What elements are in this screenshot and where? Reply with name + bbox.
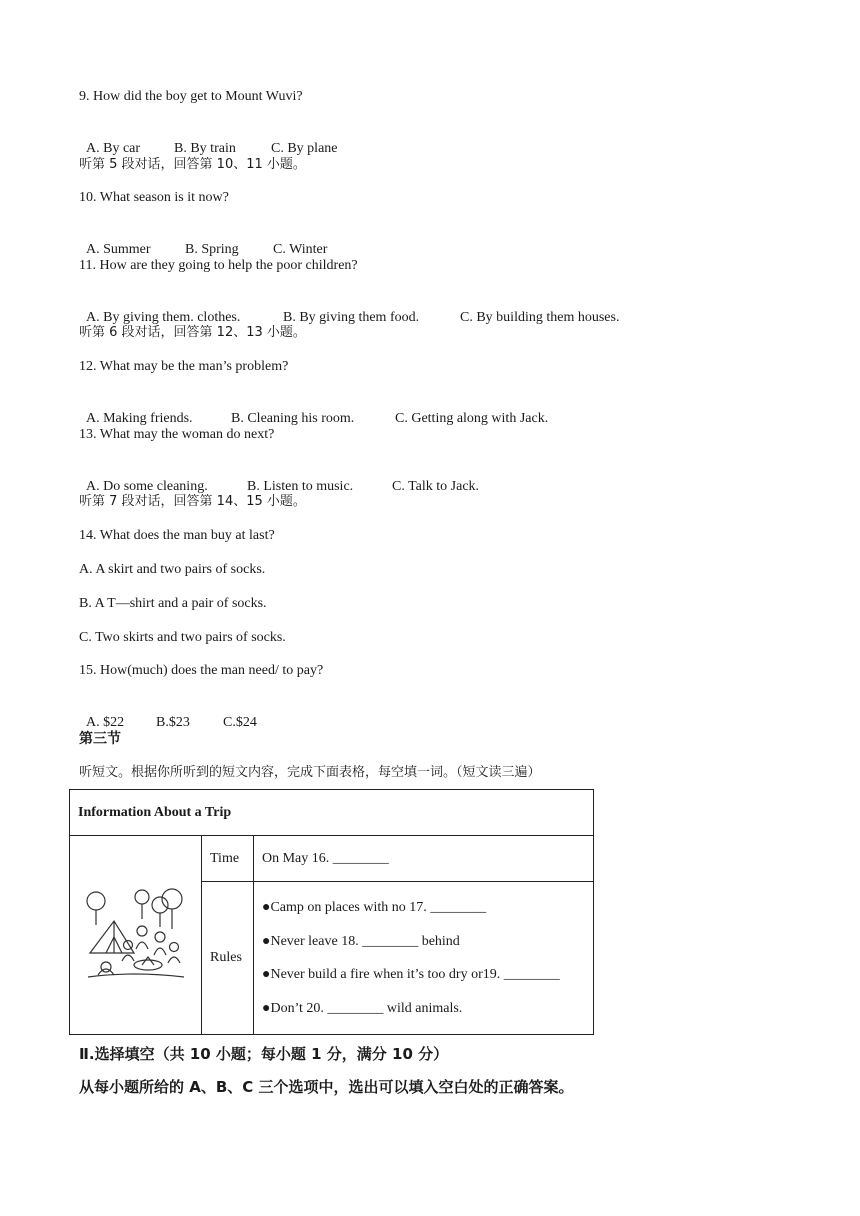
section-3-title: 第三节 (79, 731, 121, 747)
question-10: 10. What season is it now? (79, 190, 229, 205)
question-9-options (79, 122, 338, 158)
option-b: B. By train (174, 141, 236, 156)
question-14-option-a: A. A skirt and two pairs of socks. (79, 562, 266, 577)
option-a: A. By giving them. clothes. (86, 310, 241, 325)
question-12: 12. What may be the man’s problem? (79, 359, 289, 374)
question-12-options (79, 392, 548, 428)
option-b: B. Cleaning his room. (231, 411, 355, 426)
rule-item: ●Never build a fire when it’s too dry or19. ________ (262, 967, 560, 982)
option-b: B. Spring (185, 242, 239, 257)
option-c: C. By plane (271, 141, 338, 156)
question-14: 14. What does the man buy at last? (79, 528, 275, 543)
option-b: B.$23 (156, 715, 190, 730)
rule-item: ●Camp on places with no 17. ________ (262, 900, 487, 915)
time-label: Time (202, 836, 254, 882)
question-11: 11. How are they going to help the poor children? (79, 258, 358, 273)
part-2-title: Ⅱ.选择填空（共 10 小题；每小题 1 分，满分 10 分） (79, 1045, 449, 1063)
rule-item: ●Never leave 18. ________ behind (262, 933, 460, 949)
section-3-instruction: 听短文。根据你所听到的短文内容，完成下面表格，每空填一词。（短文读三遍） (79, 765, 541, 780)
instruction-dialogue-5: 听第 5 段对话，回答第 10、11 小题。 (79, 157, 306, 172)
option-c: C.$24 (223, 715, 257, 730)
option-c: C. Talk to Jack. (392, 479, 480, 494)
instruction-dialogue-7: 听第 7 段对话，回答第 14、15 小题。 (79, 494, 306, 509)
question-13-options (79, 460, 479, 496)
question-15-options (79, 696, 257, 732)
option-a: A. Do some cleaning. (86, 479, 208, 494)
question-14-option-b: B. A T—shirt and a pair of socks. (79, 596, 267, 611)
question-11-options (79, 291, 619, 327)
question-14-option-c: C. Two skirts and two pairs of socks. (79, 630, 286, 645)
question-15: 15. How(much) does the man need/ to pay? (79, 663, 324, 678)
rules-list (254, 882, 594, 1035)
table-title: Information About a Trip (70, 790, 594, 836)
rules-label: Rules (202, 882, 254, 1035)
instruction-dialogue-6: 听第 6 段对话，回答第 12、13 小题。 (79, 325, 306, 340)
option-c: C. Getting along with Jack. (395, 411, 549, 426)
option-b: B. By giving them food. (283, 310, 420, 325)
option-c: C. By building them houses. (460, 310, 620, 325)
question-9: 9. How did the boy get to Mount Wuvi? (79, 89, 303, 104)
option-a: A. $22 (86, 715, 125, 730)
question-10-options (79, 223, 327, 259)
option-b: B. Listen to music. (247, 479, 354, 494)
time-value: On May 16. ________ (254, 836, 594, 882)
camping-illustration (70, 836, 202, 1035)
option-a: A. By car (86, 141, 141, 156)
option-c: C. Winter (273, 242, 328, 257)
option-a: A. Summer (86, 242, 151, 257)
rule-item: ●Don’t 20. ________ wild animals. (262, 1000, 463, 1016)
camping-picture-icon (84, 887, 188, 979)
option-a: A. Making friends. (86, 411, 193, 426)
question-13: 13. What may the woman do next? (79, 427, 275, 442)
part-2-instruction: 从每小题所给的 A、B、C 三个选项中，选出可以填入空白处的正确答案。 (79, 1078, 574, 1096)
trip-info-table (69, 789, 594, 1035)
